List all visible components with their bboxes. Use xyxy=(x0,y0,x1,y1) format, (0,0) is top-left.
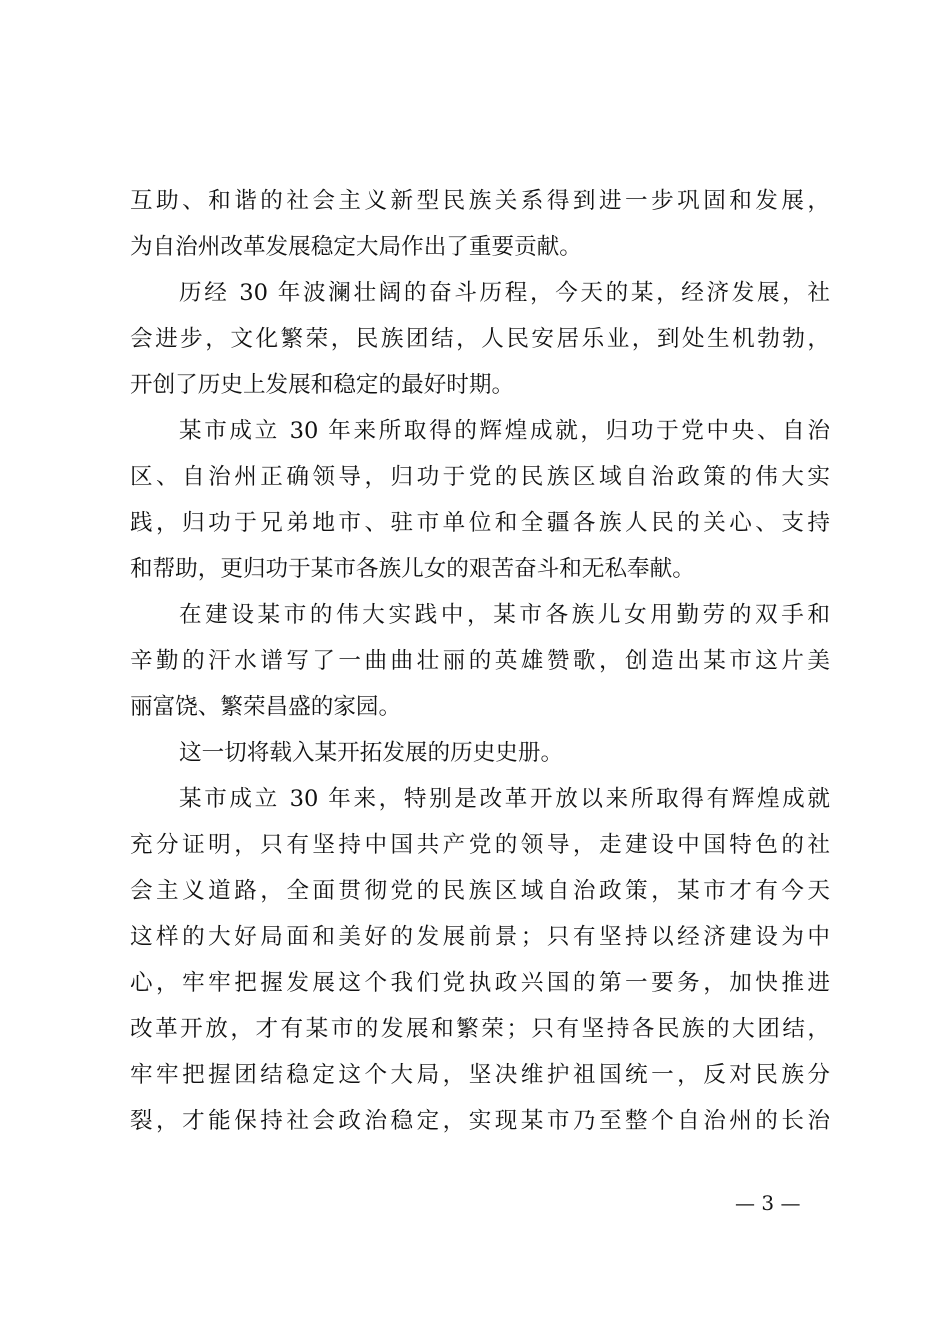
text-line: 区、自治州正确领导，归功于党的民族区域自治政策的伟大实 xyxy=(130,464,830,490)
text-line: 改革开放，才有某市的发展和繁荣；只有坚持各民族的大团结， xyxy=(130,1016,830,1042)
text-line: 充分证明，只有坚持中国共产党的领导，走建设中国特色的社 xyxy=(130,832,830,858)
body-text xyxy=(130,178,830,1144)
text-line: 和帮助，更归功于某市各族儿女的艰苦奋斗和无私奉献。 xyxy=(130,556,695,582)
page-number: — 3 — xyxy=(735,1191,801,1215)
text-line: 丽富饶、繁荣昌盛的家园。 xyxy=(130,694,402,720)
paragraph-first-line: 这一切将载入某开拓发展的历史史册。 xyxy=(179,740,564,766)
text-line: 践，归功于兄弟地市、驻市单位和全疆各族人民的关心、支持 xyxy=(130,510,830,536)
text-line: 为自治州改革发展稳定大局作出了重要贡献。 xyxy=(130,234,582,260)
text-line: 心，牢牢把握发展这个我们党执政兴国的第一要务，加快推进 xyxy=(130,970,830,996)
text-line: 互助、和谐的社会主义新型民族关系得到进一步巩固和发展， xyxy=(130,188,830,214)
paragraph-first-line: 在建设某市的伟大实践中，某市各族儿女用勤劳的双手和 xyxy=(179,602,830,628)
paragraph-first-line: 某市成立 30 年来所取得的辉煌成就，归功于党中央、自治 xyxy=(179,418,830,444)
text-line: 开创了历史上发展和稳定的最好时期。 xyxy=(130,372,515,398)
text-line: 会进步，文化繁荣，民族团结，人民安居乐业，到处生机勃勃， xyxy=(130,326,830,352)
text-line: 这样的大好局面和美好的发展前景；只有坚持以经济建设为中 xyxy=(130,924,830,950)
text-line: 会主义道路，全面贯彻党的民族区域自治政策，某市才有今天 xyxy=(130,878,830,904)
paragraph-first-line: 历经 30 年波澜壮阔的奋斗历程，今天的某，经济发展，社 xyxy=(179,280,830,306)
text-line: 辛勤的汗水谱写了一曲曲壮丽的英雄赞歌，创造出某市这片美 xyxy=(130,648,830,674)
text-line: 裂，才能保持社会政治稳定，实现某市乃至整个自治州的长治 xyxy=(130,1108,830,1134)
paragraph-first-line: 某市成立 30 年来，特别是改革开放以来所取得有辉煌成就 xyxy=(179,786,830,812)
text-line: 牢牢把握团结稳定这个大局，坚决维护祖国统一，反对民族分 xyxy=(130,1062,830,1088)
